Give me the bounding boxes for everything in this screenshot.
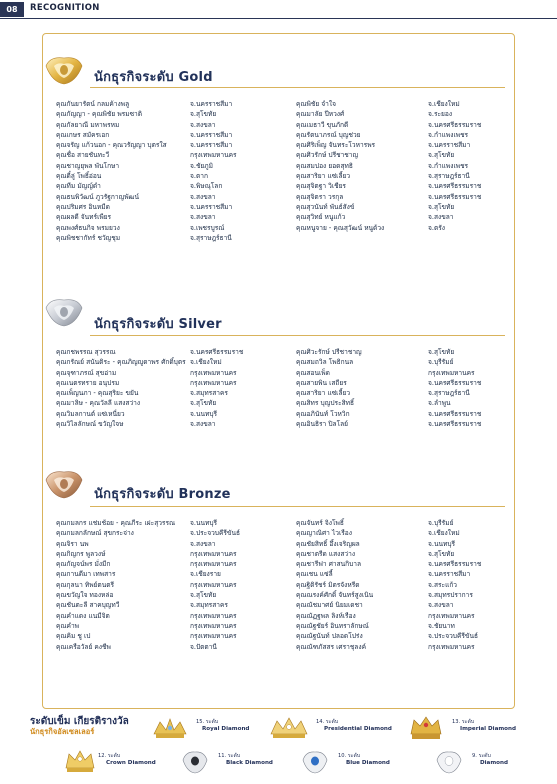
list-item: จ.สุโขทัย <box>190 110 217 119</box>
black-diamond-pin-icon <box>178 748 212 776</box>
legend-title: ระดับเข็ม เกียรติรางวัล <box>30 716 129 727</box>
list-item: คุณสุวิทย์ หนูแก้ว <box>296 213 346 222</box>
list-item: จ.นครราชสีมา <box>428 570 471 579</box>
list-item: จ.กำแพงเพชร <box>428 130 469 139</box>
list-item: คุณกิญกร พูลวงษ์ <box>56 549 106 558</box>
list-item: คุณจิรา นพ <box>56 539 89 548</box>
list-item: คุณอินธิรา ปิลโลย์ <box>296 420 349 429</box>
bronze-right-names <box>296 518 373 652</box>
list-item: จ.นครศรีธรรมราช <box>190 348 244 356</box>
list-item: จ.สงขลา <box>190 539 216 548</box>
list-item: คุณกุลนา ทิพย์ตนตรี <box>56 580 115 589</box>
list-item: คุณเมธาวี ขุนภักดี <box>296 120 349 129</box>
list-item: คุณกัลยาณี มหาพรหม <box>56 120 120 129</box>
list-item: คุณจันทร์ จิงโพธิ์ <box>296 519 344 527</box>
badge-crown-diamond <box>62 746 172 776</box>
list-item: จ.สระแก้ว <box>428 580 458 589</box>
silver-left-provinces <box>190 347 243 429</box>
list-item: คุณคิม ชู เป <box>56 632 91 641</box>
list-item: จ.สงขลา <box>428 601 454 610</box>
list-item: จ.ลำพูน <box>428 399 451 408</box>
list-item: คุณฐิติรัชร์ มิตรจังหรีด <box>296 580 360 589</box>
badge-imperial-diamond <box>408 714 528 742</box>
badge-name: Presidential Diamond <box>324 726 392 732</box>
list-item: จ.เชียงราย <box>190 570 221 579</box>
bronze-section-rule <box>90 506 505 507</box>
list-item: จ.นครศรีธรรมราช <box>428 182 482 191</box>
list-item: จ.สุราษฎร์ธานี <box>428 172 470 181</box>
list-item: จ.นนทบุรี <box>190 519 218 527</box>
diamond-pin-icon <box>432 748 466 776</box>
list-item: จ.สุโขทัย <box>428 348 455 356</box>
list-item: จ.นครศรีธรรมราช <box>428 420 482 429</box>
list-item: จ.ชัยนาท <box>428 621 455 630</box>
header-title: RECOGNITION <box>30 3 100 13</box>
bronze-section-title: นักธุรกิจระดับ Bronze <box>94 487 231 502</box>
list-item: คุณดี๋ลู่ โพธิ์อ่อน <box>56 172 102 181</box>
list-item: คุณสมปอง ยอดสุทธิ <box>296 161 353 170</box>
list-item: กรุงเทพมหานคร <box>190 368 237 377</box>
list-item: คุณมาลิษ - คุณวัลลี แสงสว่าง <box>56 399 141 408</box>
gold-section-title: นักธุรกิจระดับ Gold <box>94 70 213 85</box>
list-item: คุณผลดี จันทร์เพียร <box>56 213 112 222</box>
list-item: คุณกันยารัตน์ กลมค้างพลู <box>56 100 130 108</box>
list-item: คุณจุฑาภรณ์ สุขอ่าม <box>56 368 117 377</box>
list-item: คุณเครือวัลย์ คงชีพ <box>56 642 111 651</box>
list-item: กรุงเทพมหานคร <box>190 611 237 620</box>
gold-section-rule <box>90 87 505 88</box>
imperial-diamond-pin-icon <box>408 714 444 742</box>
list-item: คุณพงศ์ธนกิจ พรมยวง <box>56 223 120 232</box>
list-item: คุณขวัญใจ ทองหล่อ <box>56 591 114 600</box>
list-item: คุณศิวะรักษ์ ปรีชาชาญ <box>296 348 362 356</box>
list-item: จ.นครราชสีมา <box>190 130 233 139</box>
presidential-diamond-pin-icon <box>268 716 310 742</box>
list-item: คุณเพ็ญนภา - คุณสุริยะ ขยัน <box>56 389 139 398</box>
list-item: คุณกรัณย์ สนันติระ - คุณภิญญูดาพร ศักดิ์บุตร <box>56 358 186 367</box>
list-item: จ.นครศรีธรรมราช <box>428 409 482 418</box>
silver-right-names <box>296 347 362 429</box>
list-item: จ.นครศรีธรรมราช <box>428 192 482 201</box>
list-item: คุณพิชชากัทร์ ชวัญชุม <box>56 233 121 242</box>
list-item: คุณรัตนาภรณ์ บุญช่วย <box>296 130 361 139</box>
badge-level: 13. ระดับ <box>452 719 475 725</box>
list-item: จ.นครราชสีมา <box>190 141 233 150</box>
list-item: จ.นครราชสีมา <box>190 100 233 108</box>
list-item: คุณทีม มัญญ์ดำ <box>56 182 101 191</box>
list-item: คุณวิมลกานต์ แซ่เหนี่ยว <box>56 409 125 418</box>
list-item: คุณณัฐนันท์ ปลอดโปร่ง <box>296 632 363 641</box>
list-item: จ.นครศรีธรรมราช <box>428 378 482 387</box>
list-item: คุณสาริยา แซ่เลี้ยว <box>296 172 351 181</box>
list-item: คุณพิชัย จำใจ <box>296 100 336 108</box>
list-item: คุณณัฑภัสสร เศราชุลงค์ <box>296 642 366 651</box>
list-item: คุณอภินันท์ โวหวิก <box>296 409 350 418</box>
silver-pin-icon <box>40 294 88 330</box>
list-item: จ.สงขลา <box>190 420 216 429</box>
list-item: จ.เพชรบูรณ์ <box>190 223 225 232</box>
list-item: กรุงเทพมหานคร <box>190 621 237 630</box>
badge-name: Black Diamond <box>226 760 273 766</box>
list-item: กรุงเทพมหานคร <box>428 611 475 620</box>
badge-presidential-diamond <box>268 716 408 742</box>
list-item: กรุงเทพมหานคร <box>190 151 237 160</box>
list-item: กรุงเทพมหานคร <box>190 632 237 641</box>
list-item: จ.สุโขทัย <box>428 549 455 558</box>
silver-left-names <box>56 347 186 429</box>
list-item: จ.นครศรีธรรมราช <box>428 120 482 129</box>
list-item: คุณวิไลลักษณ์ ขวัญใจษ <box>56 420 124 429</box>
list-item: จ.สงขลา <box>190 192 216 201</box>
badge-blue-diamond <box>298 748 408 776</box>
list-item: คุณสุจิตรา วรกุล <box>296 192 344 201</box>
list-item: คุณชันตะลี สาคบุญทวี <box>56 601 120 610</box>
list-item: จ.สงขลา <box>428 213 454 222</box>
list-item: จ.เชียงใหม่ <box>428 529 460 538</box>
list-item: คุณหนูจาย - คุณสุวัฒน์ หนูด้วง <box>296 223 385 232</box>
list-item: จ.สงขลา <box>190 213 216 222</box>
list-item: จ.เชียงใหม่ <box>428 100 460 108</box>
badge-royal-diamond <box>150 716 250 742</box>
list-item: จ.สุโขทัย <box>190 399 217 408</box>
list-item: จ.นนทบุรี <box>190 409 218 418</box>
list-item: จ.สุโขทัย <box>428 202 455 211</box>
badge-level: 14. ระดับ <box>316 719 339 725</box>
list-item: คุณศิริเพ็ญ จันทระโวหารพร <box>296 141 376 150</box>
bronze-right-provinces <box>428 518 481 652</box>
list-item: คุณสิทร บุญประสิทธิ์ <box>296 399 355 408</box>
list-item: คุณธนพิวัฒน์ ภูวรัฐกาญพัฒน์ <box>56 192 140 201</box>
list-item: คุณคำพ <box>56 621 79 630</box>
crown-diamond-pin-icon <box>62 746 98 776</box>
list-item: คุณเกษร สมัครเอก <box>56 130 110 139</box>
list-item: จ.สุราษฎร์ธานี <box>190 233 232 242</box>
list-item: จ.กำแพงเพชร <box>428 161 469 170</box>
list-item: คุณชาญยุพล พันโกษา <box>56 161 120 170</box>
page-header <box>0 0 557 19</box>
list-item: จ.นครศรีธรรมราช <box>428 560 482 569</box>
list-item: คุณสุจิตฐา วิเชียร <box>296 182 346 191</box>
badge-name: Crown Diamond <box>106 760 156 766</box>
list-item: จ.สุราษฎร์ธานี <box>428 389 470 398</box>
list-item: คุณกานดีมา เทพสาร <box>56 570 116 579</box>
list-item: จ.สงขลา <box>190 120 216 129</box>
list-item: จ.ปัตตานี <box>190 642 217 651</box>
list-item: คุณกมลกร แช่มช้อย - คุณภีระ เผ่ะสุวรรณ <box>56 519 176 527</box>
legend-subtitle: นักธุรกิจอัลเซลเลอร์ <box>30 727 95 736</box>
badge-level: 15. ระดับ <box>196 719 219 725</box>
list-item: จ.ระยอง <box>428 110 453 119</box>
list-item: คุณสาริยา แซ่เลี้ยว <box>296 389 351 398</box>
badge-level: 11. ระดับ <box>218 753 241 759</box>
list-item: จ.สมุทรปราการ <box>428 591 473 600</box>
silver-section-title: นักธุรกิจระดับ Silver <box>94 317 222 332</box>
list-item: คุณเชน แซ่ลี้ <box>296 570 333 579</box>
list-item: จ.ประจวบคีรีขันธ์ <box>428 632 478 641</box>
badge-level: 10. ระดับ <box>338 753 361 759</box>
silver-right-provinces <box>428 347 481 429</box>
header-divider <box>0 18 557 19</box>
list-item: คุณกชพรรณ สุวรรณ <box>56 348 116 356</box>
list-item: จ.ตรัง <box>428 223 446 232</box>
list-item: คุณศิวรักษ์ ปรีชาชาญ <box>296 151 359 160</box>
list-item: จ.สุโขทัย <box>428 151 455 160</box>
list-item: คุณญาณิศา ไวเรือง <box>296 529 352 538</box>
badge-name: Imperial Diamond <box>460 726 517 732</box>
list-item: คุณณัฐชัยร์ อินทราลักษณ์ <box>296 621 369 630</box>
list-item: จ.บุรีรัมย์ <box>428 358 454 367</box>
list-item: คุณชารีฟา ศาสนกิบาล <box>296 560 362 569</box>
list-item: กรุงเทพมหานคร <box>190 560 237 569</box>
badge-name: Royal Diamond <box>202 726 250 732</box>
list-item: จ.บุรีรัมย์ <box>428 519 454 527</box>
gold-left-provinces <box>190 99 237 243</box>
bronze-left-provinces <box>190 518 240 652</box>
list-item: คุณกัญญา - คุณพิชัย พรมซาติ <box>56 110 143 119</box>
list-item: คุณปริมศร อินหมีด <box>56 202 110 211</box>
gold-right-names <box>296 99 384 233</box>
list-item: คุณสอนเพ็ด <box>296 368 330 377</box>
list-item: จ.นครราชสีมา <box>428 141 471 150</box>
badge-name: Diamond <box>480 760 508 766</box>
blue-diamond-pin-icon <box>298 748 332 776</box>
list-item: กรุงเทพมหานคร <box>190 580 237 589</box>
award-pin-legend <box>0 714 557 784</box>
badge-black-diamond <box>178 748 288 776</box>
list-item: คุณคำแดง แนมีจิต <box>56 611 110 620</box>
list-item: คุณชาตรีด แสงสว่าง <box>296 549 356 558</box>
gold-pin-icon <box>40 52 88 88</box>
list-item: คุณชื่อ สายชันทะวี <box>56 151 110 160</box>
list-item: จ.นครราชสีมา <box>190 202 233 211</box>
gold-left-names <box>56 99 167 243</box>
list-item: กรุงเทพมหานคร <box>190 549 237 558</box>
royal-diamond-pin-icon <box>150 716 190 742</box>
list-item: คุณจรัญ แก้วนอก - คุณวรัญญา บุตรใส <box>56 141 167 150</box>
badge-level: 12. ระดับ <box>98 753 121 759</box>
list-item: จ.ตาก <box>190 172 208 181</box>
bronze-pin-icon <box>40 466 88 502</box>
gold-right-provinces <box>428 99 481 233</box>
badge-name: Blue Diamond <box>346 760 390 766</box>
page-number: 08 <box>0 2 24 17</box>
list-item: จ.ชัยภูมิ <box>190 161 213 170</box>
badge-diamond <box>432 748 532 776</box>
list-item: จ.พิษณุโลก <box>190 182 223 191</box>
list-item: คุณกัญจน์พร มั่งมีก <box>56 560 111 569</box>
list-item: กรุงเทพมหานคร <box>428 368 475 377</box>
list-item: คุณสมถวิล โพธิกนล <box>296 358 354 367</box>
list-item: คุณกมลกลักษณ์ สุขกระจ่าง <box>56 529 134 538</box>
bronze-left-names <box>56 518 175 652</box>
list-item: กรุงเทพมหานคร <box>428 642 475 651</box>
list-item: จ.สมุทรสาคร <box>190 389 228 398</box>
list-item: คุณสุวนันท์ พันธ์สังข์ <box>296 202 355 211</box>
list-item: จ.นนทบุรี <box>428 539 456 548</box>
list-item: จ.เชียงใหม่ <box>190 358 222 367</box>
list-item: คุณมาลัย ปีหวงศ์ <box>296 110 345 119</box>
list-item: กรุงเทพมหานคร <box>190 378 237 387</box>
list-item: คุณชัยสิทธิ์ อึ้งเจริญผล <box>296 539 360 548</box>
silver-section-rule <box>90 335 505 336</box>
list-item: จ.สุโขทัย <box>190 591 217 600</box>
list-item: จ.ประจวบคีรีขันธ์ <box>190 529 240 538</box>
badge-level: 9. ระดับ <box>472 753 491 759</box>
list-item: คุณณรงค์ศักดิ์ จันทร์สูงเนิน <box>296 591 374 600</box>
list-item: คุณณัชมาศย์ นิยมเดชา <box>296 601 363 610</box>
list-item: คุณเนตรทราย อนุปรม <box>56 378 120 387</box>
list-item: จ.สมุทรสาคร <box>190 601 228 610</box>
list-item: คุณณัฏฐพล ลิงห์เรือง <box>296 611 356 620</box>
list-item: คุณสายพิน เสถียร <box>296 378 347 387</box>
